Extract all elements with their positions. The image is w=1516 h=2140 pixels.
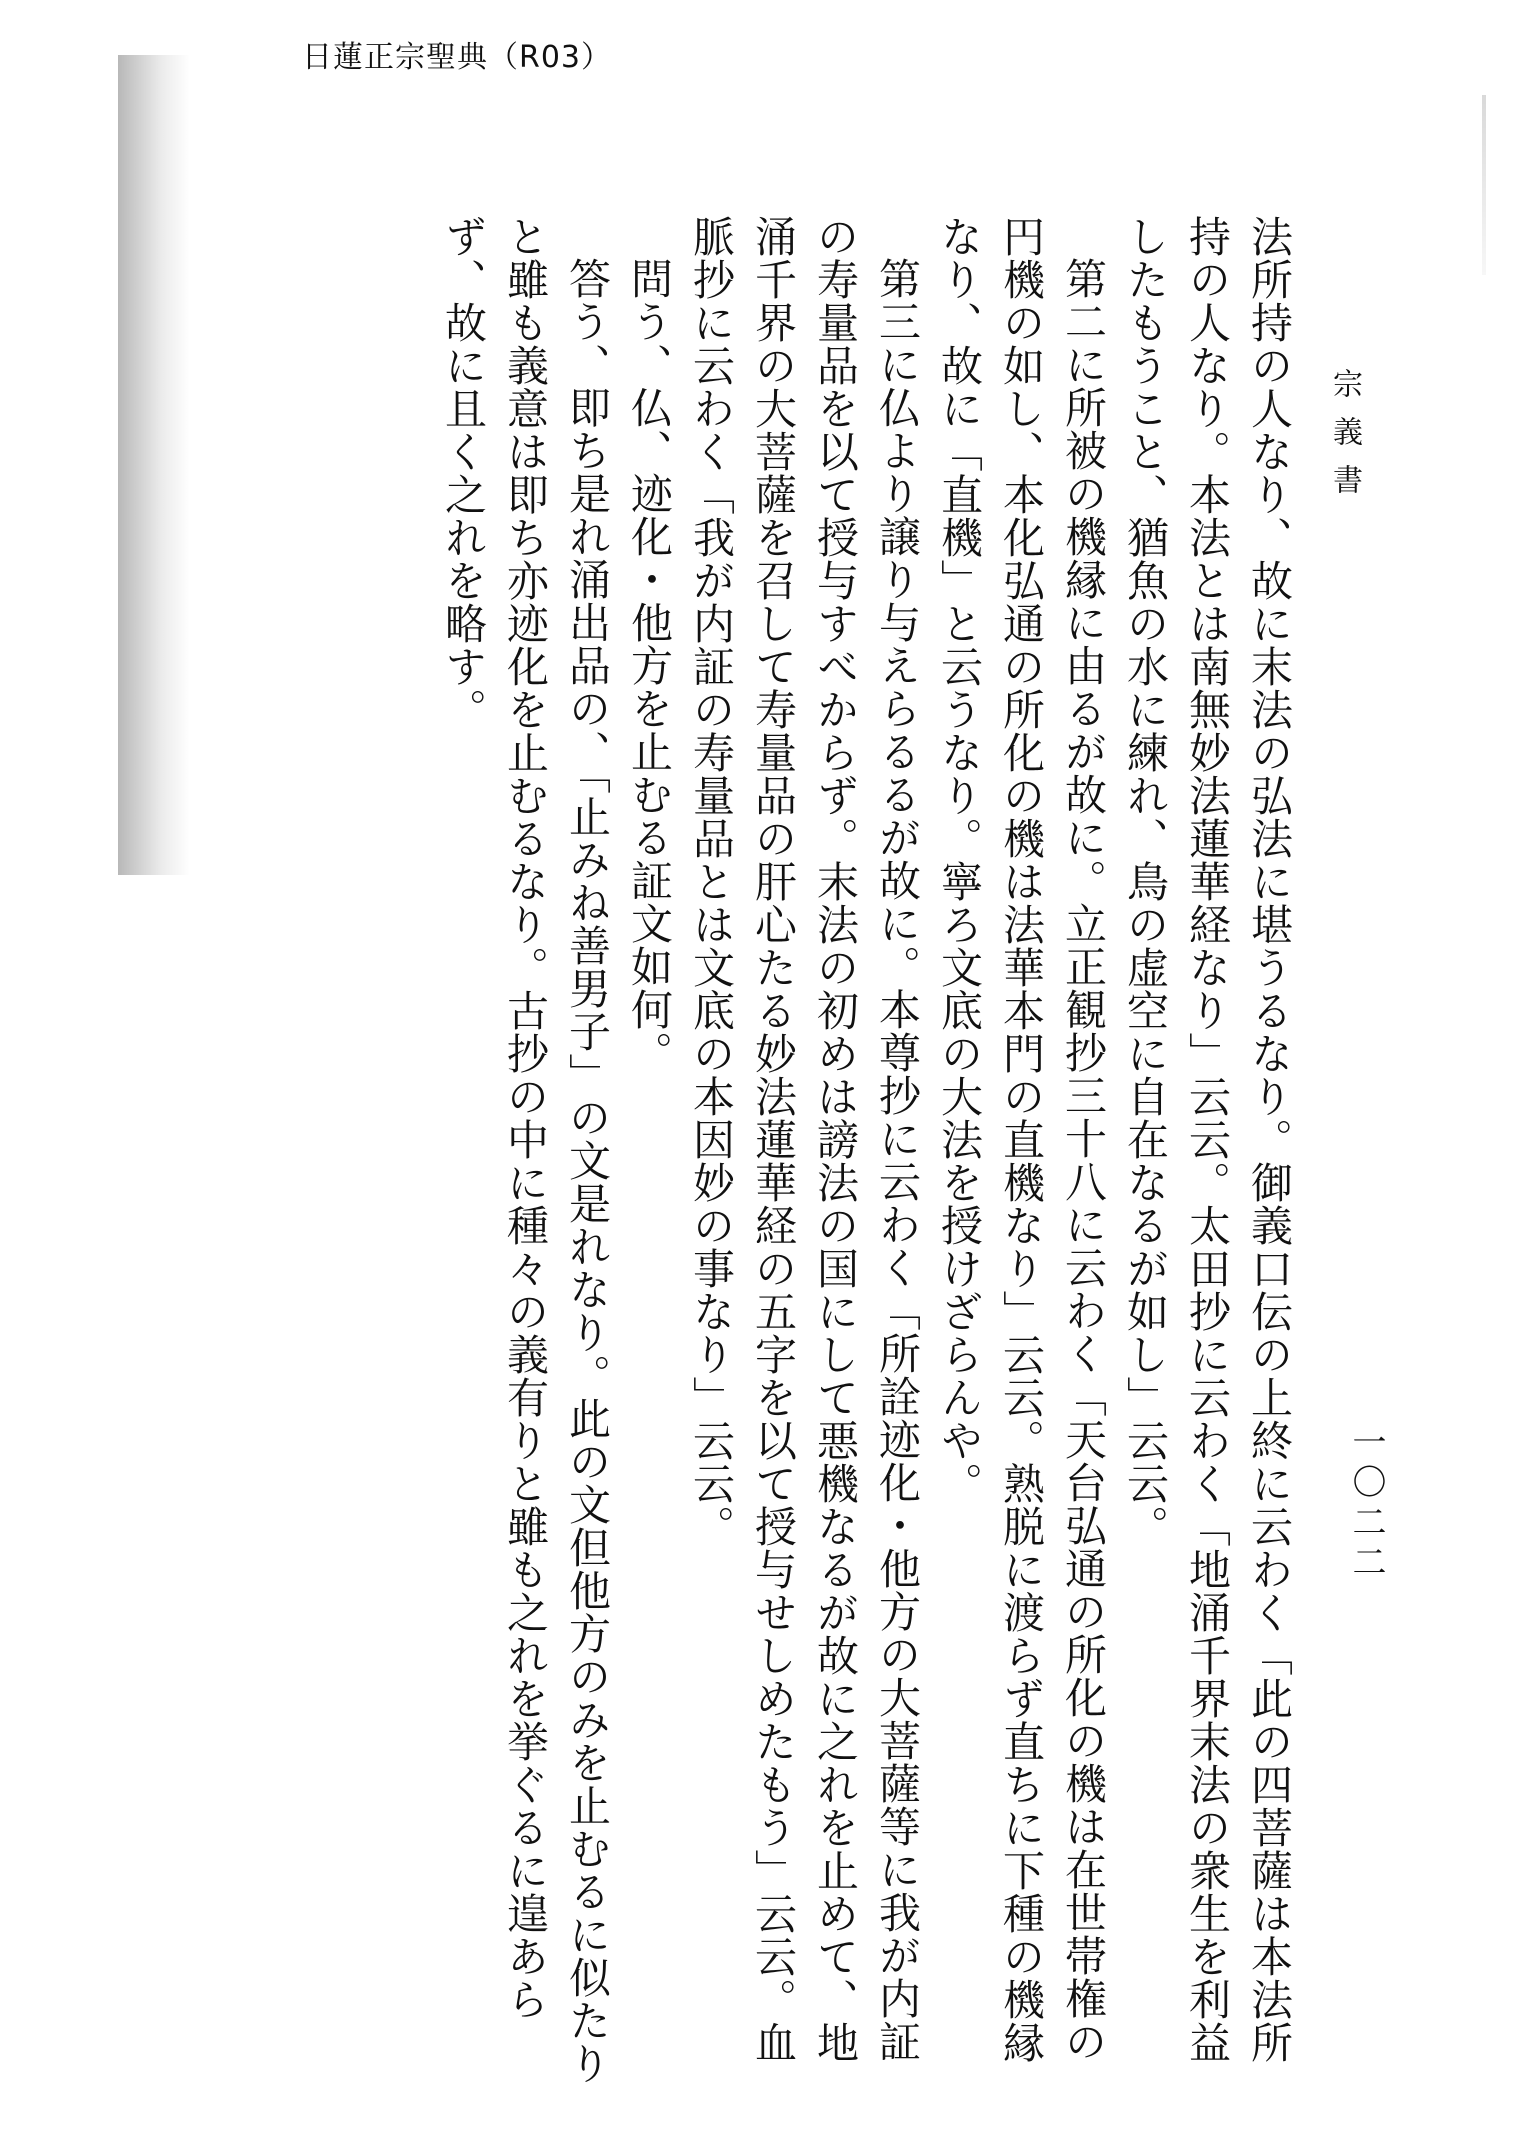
paragraph-1: 法所持の人なり、故に末法の弘法に堪うるなり。御義口伝の上終に云わく「此の四菩薩は本法所持の人なり。本法とは南無妙法蓮華経なり」云云。太田抄に云わく「地涌千界末法の衆生を利益したもうこと、猶魚の水に練れ、鳥の虚空に自在なるが如し」云云。 (1121, 215, 1294, 2064)
book-title-header: 日蓮正宗聖典（R03） (302, 40, 613, 75)
running-title: 宗義書 (1327, 368, 1362, 512)
paragraph-2: 第二に所被の機縁に由るが故に。立正観抄三十八に云わく「天台弘通の所化の機は在世帯権の円機の如し、本化弘通の所化の機は法華本門の直機なり」云云。熟脱に渡らず直ちに下種の機縁なり、故に「直機」と云うなり。寧ろ文底の大法を授けざらんや。 (935, 215, 1108, 2064)
paragraph-3: 第三に仏より譲り与えらるるが故に。本尊抄に云わく「所詮迹化・他方の大菩薩等に我が内証の寿量品を以て授与すべからず。末法の初めは謗法の国にして悪機なるが故に之れを止めて、地涌千界の大菩薩を召して寿量品の肝心たる妙法蓮華経の五字を以て授与せしめたもう」云云。血脈抄に云わく「我が内証の寿量品とは文底の本因妙の事なり」云云。 (687, 215, 922, 2064)
paragraph-question: 問う、仏、迹化・他方を止むる証文如何。 (625, 257, 674, 1074)
scan-mark-right (1482, 95, 1486, 275)
page-number: 一〇二二 (1346, 1424, 1386, 1584)
paragraph-answer: 答う、即ち是れ涌出品の、「止みね善男子」の文是れなり。此の文但他方のみを止むるに似たりと雖も義意は即ち亦迹化を止むるなり。古抄の中に種々の義有りと雖も之れを挙ぐるに遑あらず、故に且く之れを略す。 (439, 215, 612, 2085)
vertical-body-text (180, 215, 1300, 2095)
